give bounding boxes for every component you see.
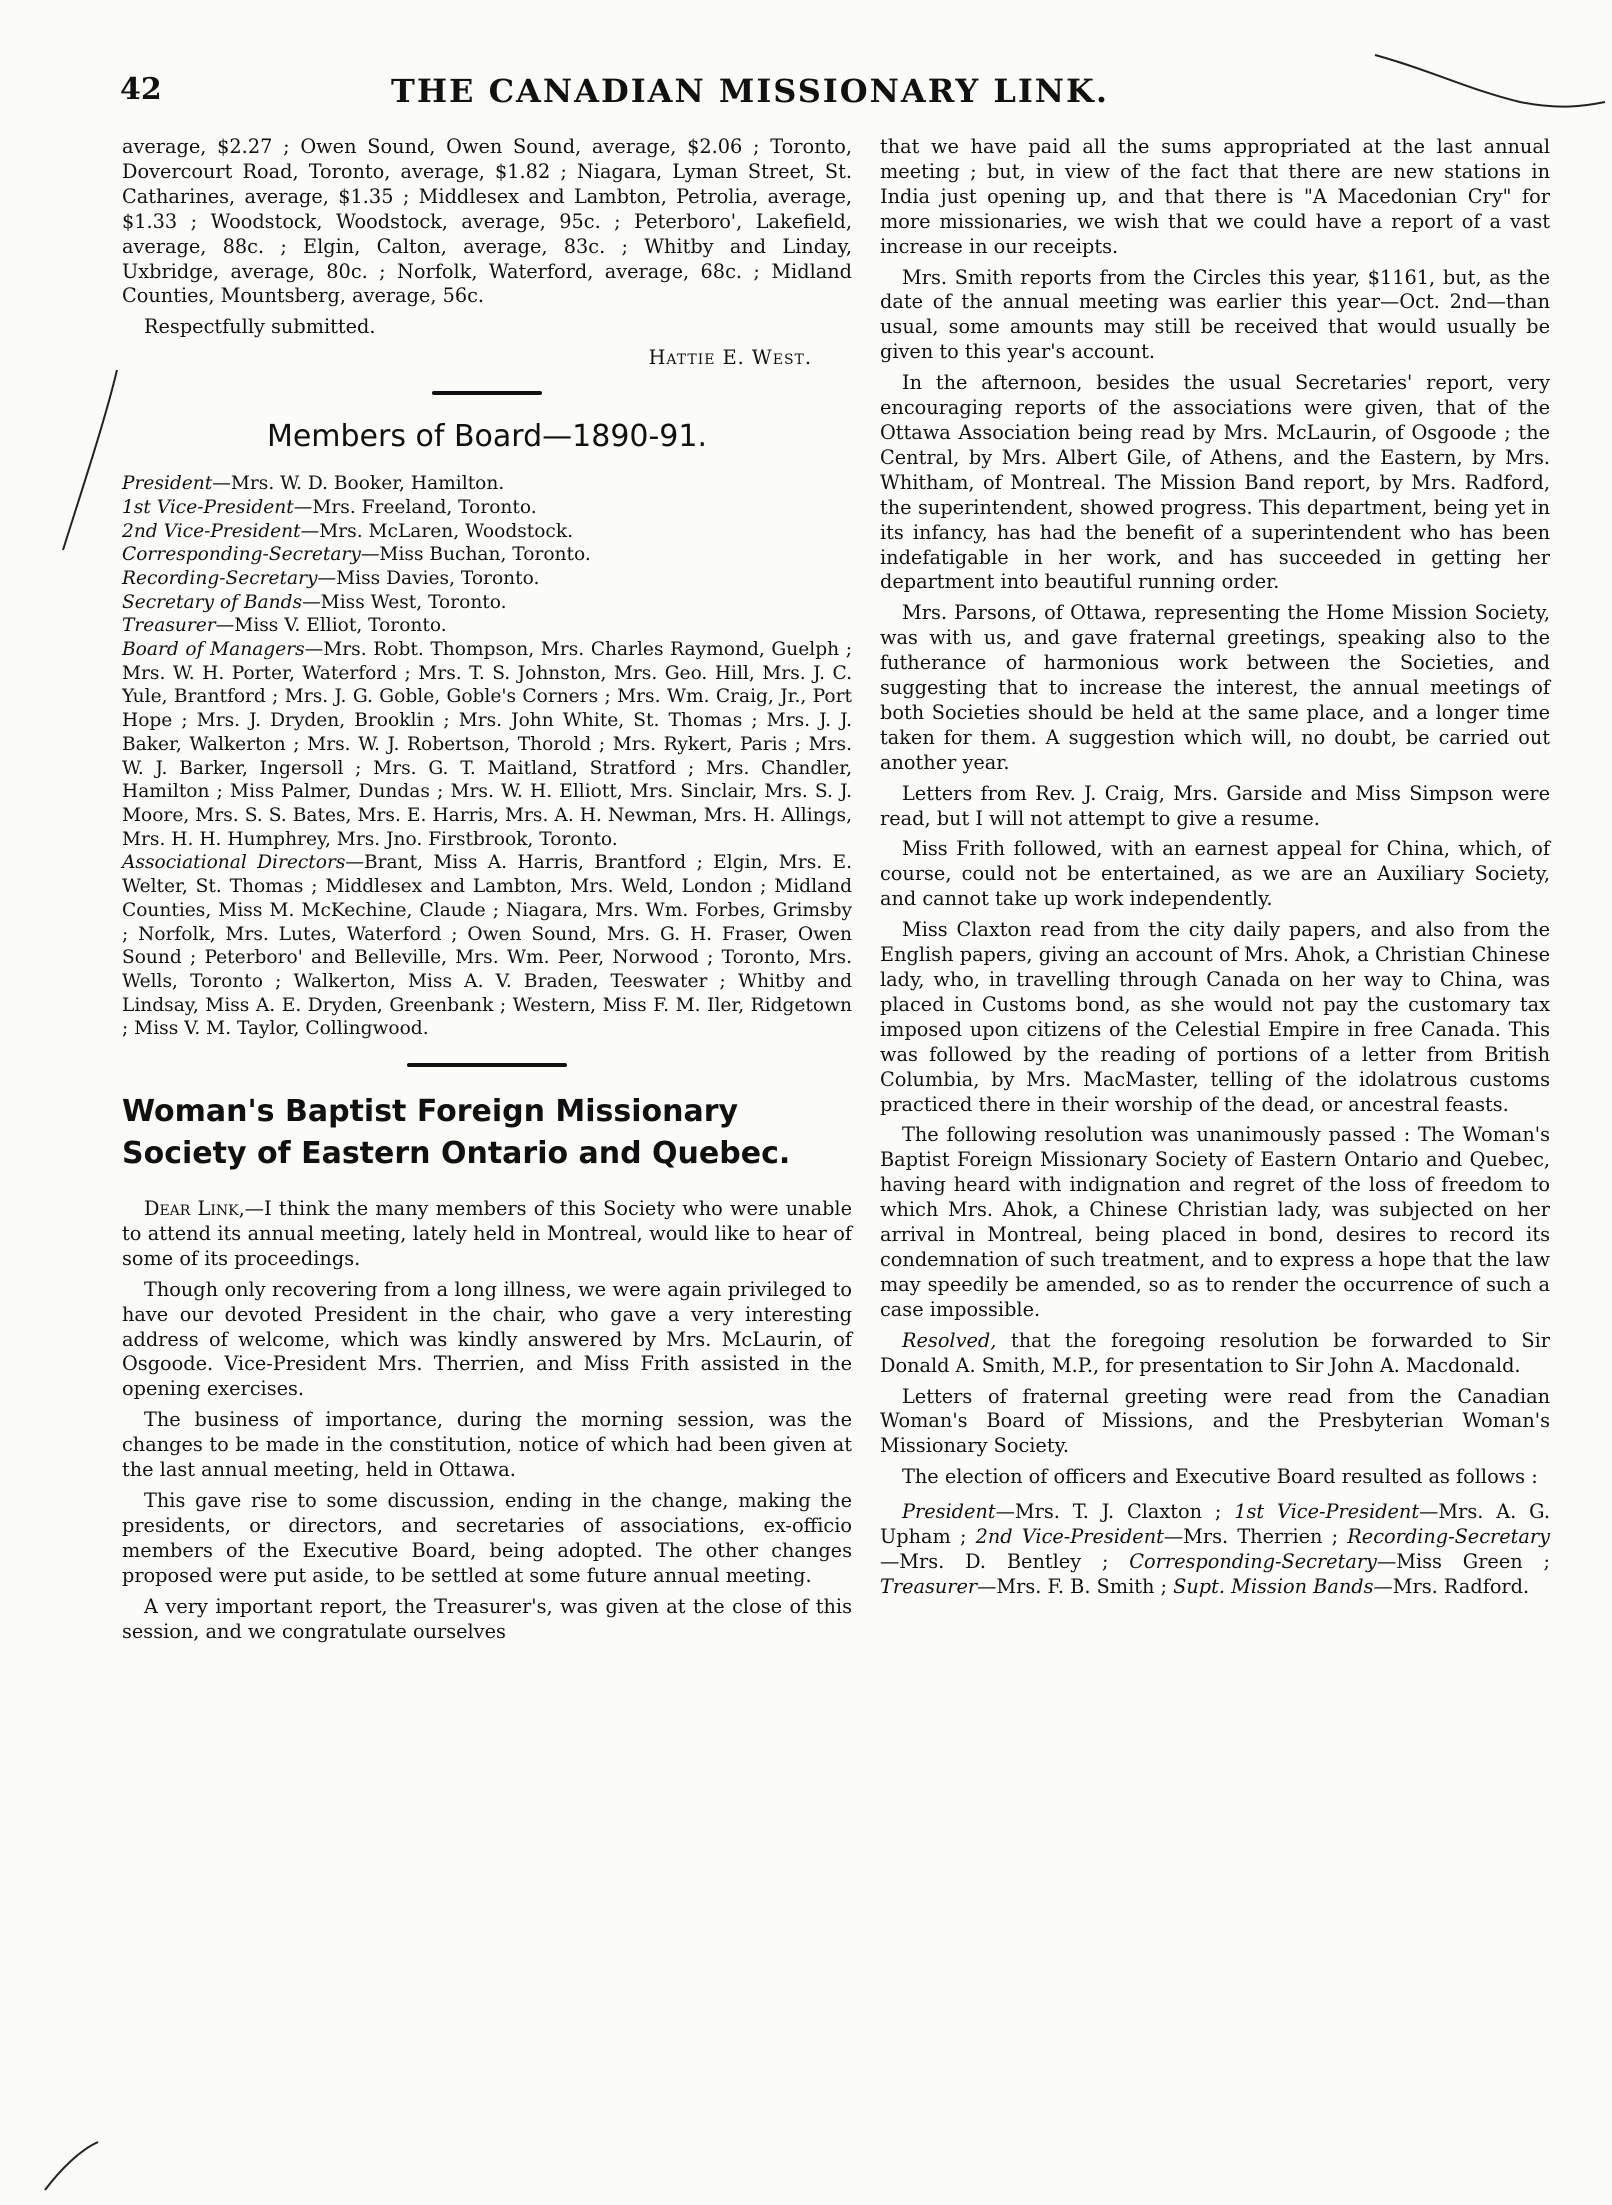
divider xyxy=(407,1063,567,1067)
report-text: average, $2.27 ; Owen Sound, Owen Sound, average, $2.06 ; Toronto, Dovercourt Road, Toronto, average, $1.82 ; Niagara, Lyman Street, St. Catharines, average, $1.35 ; Middlesex and Lambton, Petrolia, average, $1.33 ; Woodstock, Woodstock, average, 95c. ; Peterboro', Lakefield, average, 88c. ; Elgin, Calton, average, 83c. ; Whitby and Linday, Uxbridge, average, 80c. ; Norfolk, Waterford, average, 68c. ; Midland Counties, Mountsberg, average, 56c. xyxy=(122,135,852,308)
margin-mark xyxy=(55,360,135,560)
board-entry: Board of Managers—Mrs. Robt. Thompson, Mrs. Charles Raymond, Guelph ; Mrs. W. H. Porter, Waterford ; Mrs. T. S. Johnston, Mrs. Geo. Hill, Mrs. J. C. Yule, Brantford ; Mrs. J. G. Goble, Goble's Corners ; Mrs. Wm. Craig, Jr., Port Hope ; Mrs. J. Dryden, Brooklin ; Mrs. John White, St. Thomas ; Mrs. J. J. Baker, Walkerton ; Mrs. W. J. Robertson, Thorold ; Mrs. Rykert, Paris ; Mrs. W. J. Barker, Ingersoll ; Mrs. G. T. Maitland, Stratford ; Mrs. Chandler, Hamilton ; Miss Palmer, Dundas ; Mrs. W. H. Elliott, Mrs. Sinclair, Mrs. S. J. Moore, Mrs. S. S. Bates, Mrs. E. Harris, Mrs. A. H. Newman, Mrs. H. Allings, Mrs. H. H. Humphrey, Mrs. Jno. Firstbrook, Toronto. xyxy=(122,639,852,850)
paragraph: Mrs. Parsons, of Ottawa, representing the Home Mission Society, was with us, and gave fraternal greetings, speaking also to the futherance of harmonious work between the Societies, and suggesting that to increase the interest, the annual meetings of both Societies should be held at the same place, and a longer time taken for them. A suggestion which will, no doubt, be carried out another year. xyxy=(880,601,1550,774)
paragraph: A very important report, the Treasurer's, was given at the close of this session, and we congratulate ourselves xyxy=(122,1594,852,1643)
board-list xyxy=(122,472,852,1041)
paragraph: The business of importance, during the morning session, was the changes to be made in the constitution, notice of which had been given at the last annual meeting, held in Ottawa. xyxy=(122,1408,852,1482)
left-column xyxy=(122,135,852,1650)
paragraph: In the afternoon, besides the usual Secretaries' report, very encouraging reports of the associations were given, that of the Ottawa Association being read by Mrs. McLaurin, of Osgoode ; the Central, by Mrs. Albert Gile, of Athens, and the Eastern, by Mrs. Whitham, of Montreal. The Mission Band report, by Mrs. Radford, the superintendent, showed progress. This department, being yet in its infancy, has had the benefit of a superintendent who has been indefatigable in her work, and has succeeded in getting her department into beautiful running order. xyxy=(880,371,1550,594)
signature: Hattie E. West. xyxy=(648,346,812,370)
paragraph: that we have paid all the sums appropriated at the last annual meeting ; but, in view of the fact that there are new stations in India just opening up, and that there is "A Macedonian Cry" for more missionaries, we wish that we could have a report of a vast increase in our receipts. xyxy=(880,135,1550,258)
board-entry: Recording-Secretary—Miss Davies, Toronto. xyxy=(122,567,540,589)
paragraph: This gave rise to some discussion, ending in the change, making the presidents, or directors, and secretaries of associations, ex-officio members of the Executive Board, being adopted. The other changes proposed were put aside, to be settled at some future annual meeting. xyxy=(122,1489,852,1587)
society-heading: Woman's Baptist Foreign Missionary Society of Eastern Ontario and Quebec. xyxy=(122,1094,791,1172)
paragraph: Though only recovering from a long illness, we were again privileged to have our devoted President in the chair, who gave a very interesting address of welcome, which was kindly answered by Mrs. McLaurin, of Osgoode. Vice-President Mrs. Therrien, and Miss Frith assisted in the opening exercises. xyxy=(122,1277,852,1401)
board-entry: President—Mrs. W. D. Booker, Hamilton. xyxy=(122,473,505,495)
resolution: Resolved, that the foregoing resolution be forwarded to Sir Donald A. Smith, M.P., for presentation to Sir John A. Macdonald. xyxy=(880,1328,1550,1377)
closing-line: Respectfully submitted. xyxy=(144,315,376,339)
paragraph: Letters of fraternal greeting were read from the Canadian Woman's Board of Missions, and the Presbyterian Woman's Missionary Society. xyxy=(880,1384,1550,1458)
page-number: 42 xyxy=(120,72,162,107)
divider xyxy=(432,391,542,395)
paragraph: Miss Frith followed, with an earnest appeal for China, which, of course, could not be entertained, as we are an Auxiliary Society, and cannot take up work independently. xyxy=(880,837,1550,911)
letter-opening: Dear Link,—I think the many members of this Society who were unable to attend its annual meeting, lately held in Montreal, would like to hear of some of its proceedings. xyxy=(122,1197,852,1270)
members-heading: Members of Board—1890-91. xyxy=(266,419,708,455)
running-title: THE CANADIAN MISSIONARY LINK. xyxy=(391,72,1109,110)
board-entry: 1st Vice-President—Mrs. Freeland, Toronto. xyxy=(122,496,537,518)
page-header xyxy=(120,72,1180,112)
corner-mark xyxy=(1370,40,1610,120)
bottom-mark xyxy=(40,2130,120,2200)
board-entry: Associational Directors—Brant, Miss A. Harris, Brantford ; Elgin, Mrs. E. Welter, St. Thomas ; Middlesex and Lambton, Mrs. Weld, London ; Midland Counties, Miss M. McKechine, Claude ; Niagara, Mrs. Wm. Forbes, Grimsby ; Norfolk, Mrs. Lutes, Waterford ; Owen Sound, Mrs. G. H. Fraser, Owen Sound ; Peterboro' and Belleville, Mrs. Wm. Peer, Norwood ; Toronto, Mrs. Wells, Toronto ; Walkerton, Miss A. V. Braden, Teeswater ; Whitby and Lindsay, Miss A. E. Dryden, Greenbank ; Western, Miss F. M. Iler, Ridgetown ; Miss V. M. Taylor, Collingwood. xyxy=(122,852,852,1040)
paragraph: Mrs. Smith reports from the Circles this year, $1161, but, as the date of the annual meeting was earlier this year—Oct. 2nd—than usual, some amounts may still be received that would usually be given to this year's account. xyxy=(880,265,1550,364)
paragraph: Letters from Rev. J. Craig, Mrs. Garside and Miss Simpson were read, but I will not attempt to give a resume. xyxy=(880,781,1550,830)
board-entry: Secretary of Bands—Miss West, Toronto. xyxy=(122,591,507,613)
board-entry: 2nd Vice-President—Mrs. McLaren, Woodstock. xyxy=(122,520,574,542)
paragraph: Miss Claxton read from the city daily papers, and also from the English papers, giving an account of Mrs. Ahok, a Christian Chinese lady, who, in travelling through Canada on her way to China, was placed in Customs bond, as she would not pay the customary tax imposed upon citizens of the Celestial Empire in free Canada. This was followed by the reading of portions of a letter from British Columbia, by Mrs. MacMaster, telling of the idolatrous customs practiced there in their worship of the dead, or ancestral feasts. xyxy=(880,918,1550,1116)
officers-list: President—Mrs. T. J. Claxton ; 1st Vice-President—Mrs. A. G. Upham ; 2nd Vice-President—Mrs. Therrien ; Recording-Secretary—Mrs. D. Bentley ; Corresponding-Secretary—Miss Green ; Treasurer—Mrs. F. B. Smith ; Supt. Mission Bands—Mrs. Radford. xyxy=(880,1500,1551,1598)
board-entry: Treasurer—Miss V. Elliot, Toronto. xyxy=(122,615,447,637)
board-entry: Corresponding-Secretary—Miss Buchan, Toronto. xyxy=(122,544,591,566)
right-column xyxy=(880,135,1550,1606)
paragraph: The following resolution was unanimously passed : The Woman's Baptist Foreign Missionary Society of Eastern Ontario and Quebec, having heard with indignation and regret of the loss of freedom to which Mrs. Ahok, a Chinese Christian lady, was subjected on her arrival in Montreal, being placed in bond, desires to record its condemnation of such treatment, and to express a hope that the law may speedily be amended, so as to render the occurrence of such a case impossible. xyxy=(880,1123,1550,1321)
paragraph: The election of officers and Executive Board resulted as follows : xyxy=(902,1465,1538,1489)
